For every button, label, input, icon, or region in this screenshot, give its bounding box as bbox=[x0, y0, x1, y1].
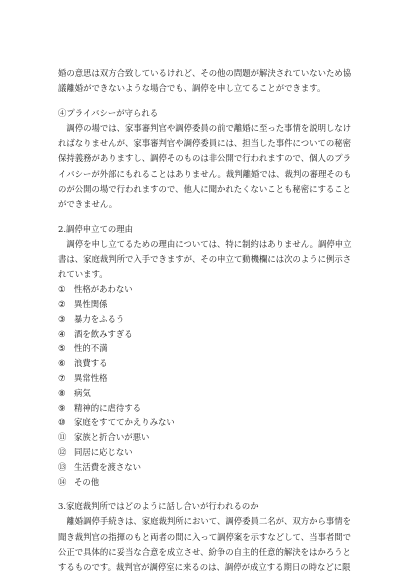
privacy-line: のが公開の場で行われますので、他人に聞かれたくないことも秘密にすること bbox=[58, 183, 351, 194]
reasons-heading: 2.調停申立ての理由 bbox=[58, 223, 133, 234]
privacy-line: 保持義務がありますし、調停そのものは非公開で行われますので、個人のプラ bbox=[58, 153, 351, 164]
process-heading: 3.家庭裁判所ではどのように話し合いが行われるのか bbox=[58, 501, 259, 512]
list-item: ⑥ 浪費する bbox=[58, 358, 108, 369]
reasons-line: 書は、家庭裁判所で入手できますが、その申立て動機欄には次のように例示さ bbox=[58, 254, 352, 265]
list-item: ④ 酒を飲みすぎる bbox=[58, 328, 133, 339]
list-item: ⑬ 生活費を渡さない bbox=[58, 461, 141, 472]
process-line: 公正で具体的に妥当な合意を成立させ、紛争の自主的任意的解決をはかろうと bbox=[58, 546, 351, 557]
list-item: ② 異性関係 bbox=[58, 299, 108, 310]
list-item: ⑦ 異常性格 bbox=[58, 373, 108, 383]
list-item: ① 性格があわない bbox=[58, 284, 133, 295]
process-line: 聞き裁判官の指揮のもと両者の間に入って調停案を示すなどして、当事者間で bbox=[58, 531, 351, 542]
reasons-line: れています。 bbox=[58, 269, 108, 280]
intro-line: 婚の意思は双方合致しているけれど、その他の問題が解決されていないため協 bbox=[58, 68, 352, 78]
privacy-line: ればなりませんが、家事審判官や調停委員には、担当した事件についての秘密 bbox=[58, 138, 351, 149]
list-item: ⑭ その他 bbox=[58, 476, 100, 487]
document-page bbox=[58, 66, 358, 575]
list-item: ⑧ 病気 bbox=[58, 387, 91, 398]
process-line: するものです。裁判官が調停室に来るのは、調停が成立する期日の時などに限 bbox=[58, 561, 351, 572]
list-item: ⑩ 家庭をすててかえりみない bbox=[58, 417, 175, 428]
reasons-line: 調停を申し立てるための理由については、特に制約はありません。調停申立 bbox=[66, 238, 352, 249]
intro-line: 議離婚ができないような場合でも、調停を申し立てることができます。 bbox=[58, 83, 326, 94]
process-line: 離婚調停手続きは、家庭裁判所において、調停委員二名が、双方から事情を bbox=[66, 516, 351, 527]
privacy-line: 調停の場では、家事審判官や調停委員の前で離婚に至った事情を説明しなけ bbox=[66, 123, 352, 134]
list-item: ⑫ 同居に応じない bbox=[58, 446, 133, 457]
list-item: ⑪ 家族と折合いが悪い bbox=[58, 432, 150, 443]
privacy-line: イバシーが外部にもれることはありません。裁判離婚では、裁判の審理そのも bbox=[58, 168, 352, 179]
list-item: ⑨ 精神的に虐待する bbox=[58, 402, 141, 413]
reason-list bbox=[58, 282, 358, 489]
list-item: ⑤ 性的不満 bbox=[58, 343, 108, 354]
privacy-line: ができません。 bbox=[58, 198, 118, 209]
privacy-heading: ④プライバシーが守られる bbox=[58, 108, 159, 119]
list-item: ③ 暴力をふるう bbox=[58, 313, 125, 324]
